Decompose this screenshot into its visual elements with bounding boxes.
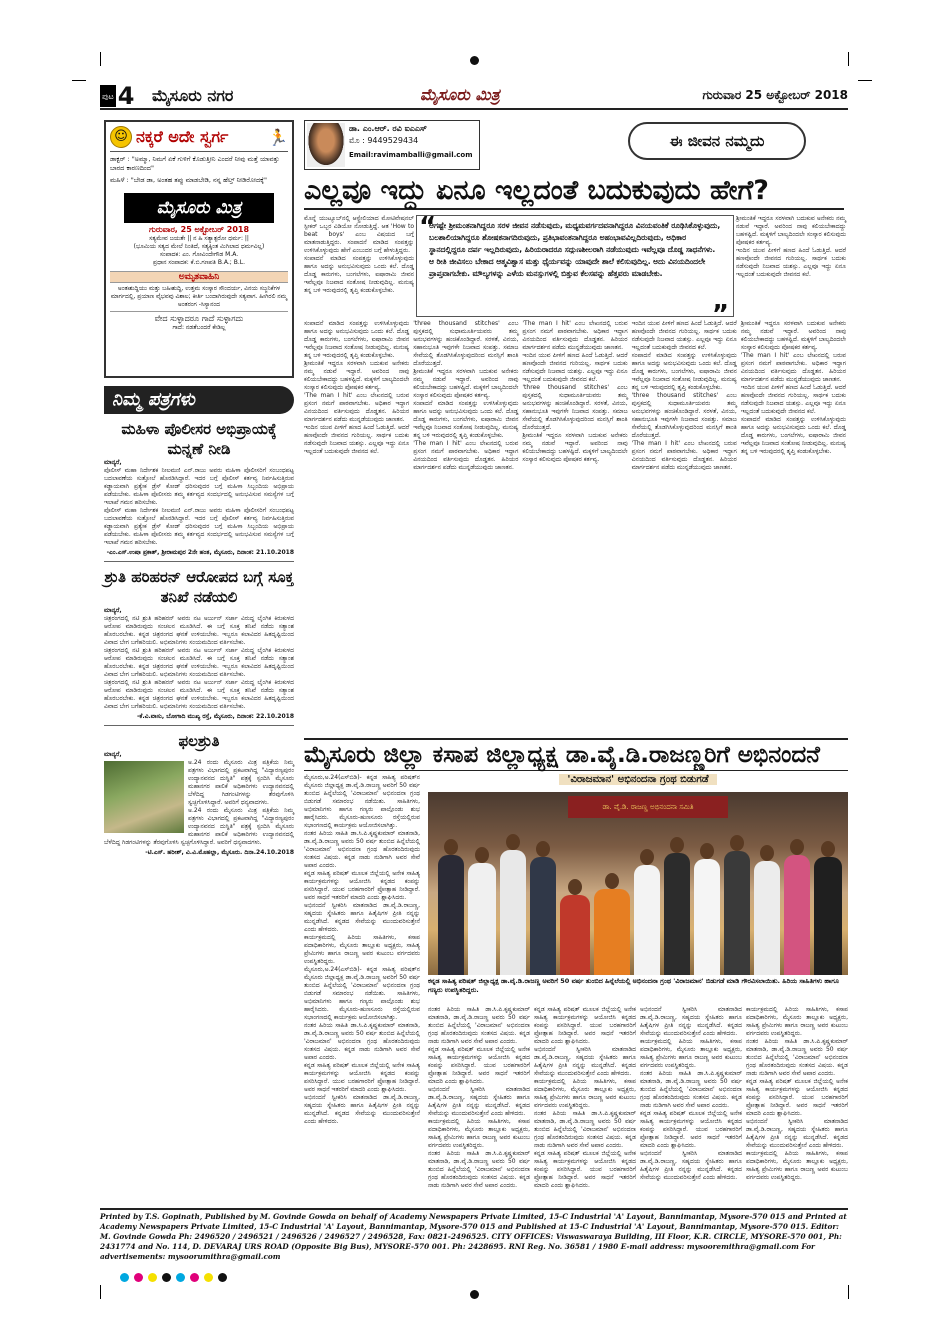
award-columns — [428, 1006, 848, 1190]
stage-banner: ಡಾ. ವೈ.ಡಿ. ರಾಜಣ್ಣ ಅಭಿನಂದನಾ ಸಮಿತಿ — [568, 796, 728, 818]
award-body: ಕನ್ನಡ ಸಾಹಿತ್ಯ ಪರಿಷತ್ ಮೂಲಕ ಜಿಲ್ಲೆಯಲ್ಲಿ ಅನೇಕ ಸಾಹಿತ್ಯ ಕಾರ್ಯಕ್ರಮಗಳನ್ನು ಆಯೋಜಿಸಿ ಕನ್ನಡದ ಕಂಪನ್ನು ಪಸರಿಸಿದ್ದಾರೆ. ಯುವ ಬರಹಗಾರರಿಗೆ ಪ್ರೋತ್ಸಾಹ ನೀಡಿದ್ದಾರೆ. ಅವರ ಸಾಧನೆ ಇತರರಿಗೆ ಮಾದರಿ ಎಂದು ಶ್ಲಾಘಿಸಿದರು. — [304, 870, 420, 901]
page-number-box — [100, 84, 150, 108]
letter-salutation: ಮಾನ್ಯರೆ, — [104, 459, 122, 466]
award-body: ನಂತರ ಹಿರಿಯ ಸಾಹಿತಿ ಡಾ.ಸಿ.ಪಿ.ಕೃಷ್ಣಕುಮಾರ್ ಮಾತನಾಡಿ, ಡಾ.ವೈ.ಡಿ.ರಾಜಣ್ಣ ಅವರು 50 ವರ್ಷ ತುಂಬಿದ ಹಿನ್ನೆಲೆಯಲ್ಲಿ 'ವಿರಾಜಮಾನ' ಅಭಿನಂದನಾ ಗ್ರಂಥ ಹೊರತಂದಿರುವುದು ಸಂತಸದ ವಿಷಯ. ಕನ್ನಡ ನಾಡು ನುಡಿಗಾಗಿ ಅವರ ಸೇವೆ ಅಪಾರ ಎಂದರು. — [640, 1070, 742, 1109]
award-body: ಕನ್ನಡ ಸಾಹಿತ್ಯ ಪರಿಷತ್ ಮೂಲಕ ಜಿಲ್ಲೆಯಲ್ಲಿ ಅನೇಕ ಸಾಹಿತ್ಯ ಕಾರ್ಯಕ್ರಮಗಳನ್ನು ಆಯೋಜಿಸಿ ಕನ್ನಡದ ಕಂಪನ್ನು ಪಸರಿಸಿದ್ದಾರೆ. ಯುವ ಬರಹಗಾರರಿಗೆ ಪ್ರೋತ್ಸಾಹ ನೀಡಿದ್ದಾರೆ. ಅವರ ಸಾಧನೆ ಇತರರಿಗೆ ಮಾದರಿ ಎಂದು ಶ್ಲಾಘಿಸಿದರು. — [428, 1046, 530, 1085]
photo-person — [500, 850, 526, 975]
award-body: ನಂತರ ಹಿರಿಯ ಸಾಹಿತಿ ಡಾ.ಸಿ.ಪಿ.ಕೃಷ್ಣಕುಮಾರ್ ಮಾತನಾಡಿ, ಡಾ.ವೈ.ಡಿ.ರಾಜಣ್ಣ ಅವರು 50 ವರ್ಷ ತುಂಬಿದ ಹಿನ್ನೆಲೆಯಲ್ಲಿ 'ವಿರಾಜಮಾನ' ಅಭಿನಂದನಾ ಗ್ರಂಥ ಹೊರತಂದಿರುವುದು ಸಂತಸದ ವಿಷಯ. ಕನ್ನಡ ನಾಡು ನುಡಿಗಾಗಿ ಅವರ ಸೇವೆ ಅಪಾರ ಎಂದರು. — [304, 1022, 420, 1061]
mysuru-mitra-logo: ಮೈಸೂರು ಮಿತ್ರ — [124, 193, 274, 223]
article-body: 'The man I hit' ಎಂಬ ಲೇಖನದಲ್ಲಿ ಬರುವ ಪ್ರಸಂಗ ನಮಗೆ ಪಾಠವಾಗಬೇಕು. ಅಧಿಕಾರ ಇದ್ದಾಗ ವಿನಯದಿಂದ ವರ್ತಿಸುವುದು ದೊಡ್ಡತನ. ಹಿರಿಯರ ಮಾರ್ಗದರ್ಶನ ಪಡೆದು ಮುನ್ನಡೆಯುವುದು ಜಾಣತನ. — [413, 440, 519, 471]
award-body: ಅಭಿನಂದನೆ ಸ್ವೀಕರಿಸಿ ಮಾತನಾಡಿದ ಡಾ.ವೈ.ಡಿ.ರಾಜಣ್ಣ, ಸಹೃದಯ ಸ್ನೇಹಿತರು ಹಾಗೂ ಹಿತೈಷಿಗಳ ಪ್ರೀತಿ ನನ್ನನ್ನು ಮುನ್ನಡೆಸಿದೆ. ಕನ್ನಡದ ಸೇವೆಯನ್ನು ಮುಂದುವರಿಸುತ್ತೇನೆ ಎಂದು ಹೇಳಿದರು. — [746, 1118, 848, 1149]
award-body: ಕಾರ್ಯಕ್ರಮದಲ್ಲಿ ಹಿರಿಯ ಸಾಹಿತಿಗಳು, ಕಸಾಪ ಪದಾಧಿಕಾರಿಗಳು, ಮೈಸೂರು ತಾಲ್ಲೂಕು ಅಧ್ಯಕ್ಷರು, ಸಾಹಿತ್ಯ ಪ್ರೇಮಿಗಳು ಹಾಗೂ ರಾಜಣ್ಣ ಅವರ ಕುಟುಂಬ ವರ್ಗದವರು ಉಪಸ್ಥಿತರಿದ್ದರು. — [304, 934, 420, 965]
crop-mark — [848, 52, 849, 66]
letter-headline: ಫಲಶ್ರುತಿ — [178, 732, 220, 750]
page-header — [100, 82, 848, 110]
photo-person — [754, 861, 780, 975]
color-swatch — [120, 1273, 129, 1282]
amrutavahini-text: ಅಂತಃಶುದ್ಧಿಯು ಮತ್ತು ಬಹಿಃಶುದ್ಧಿ, ಉತ್ತಮ ಸಂಸ್ಕಾರ ಸೌಂದರ್ಯ, ವಿನಯ ಸಜ್ಜನಿಕೆಗಳ ಮಾರ್ಗದಲ್ಲಿ, ಪ್ರಯಾಣ ವೈಭವವು ವಿಶಾಲ; ಕೀರ್ತಿ ಬಂದಾಗಿರುವುದೇ ಸತ್ಯವಾಗ. ಹೀಗಿರಲಿ ನಮ್ಮ ಅಂತರಂಗ -ಸಿಸ್ಯಾನಂದ — [110, 285, 288, 308]
newspaper-page — [100, 80, 848, 1270]
award-body: ನಂತರ ಹಿರಿಯ ಸಾಹಿತಿ ಡಾ.ಸಿ.ಪಿ.ಕೃಷ್ಣಕುಮಾರ್ ಮಾತನಾಡಿ, ಡಾ.ವೈ.ಡಿ.ರಾಜಣ್ಣ ಅವರು 50 ವರ್ಷ ತುಂಬಿದ ಹಿನ್ನೆಲೆಯಲ್ಲಿ 'ವಿರಾಜಮಾನ' ಅಭಿನಂದನಾ ಗ್ರಂಥ ಹೊರತಂದಿರುವುದು ಸಂತಸದ ವಿಷಯ. ಕನ್ನಡ ನಾಡು ನುಡಿಗಾಗಿ ಅವರ ಸೇವೆ ಅಪಾರ ಎಂದರು. — [534, 1110, 636, 1149]
award-body: ಕನ್ನಡ ಸಾಹಿತ್ಯ ಪರಿಷತ್ ಮೂಲಕ ಜಿಲ್ಲೆಯಲ್ಲಿ ಅನೇಕ ಸಾಹಿತ್ಯ ಕಾರ್ಯಕ್ರಮಗಳನ್ನು ಆಯೋಜಿಸಿ ಕನ್ನಡದ ಕಂಪನ್ನು ಪಸರಿಸಿದ್ದಾರೆ. ಯುವ ಬರಹಗಾರರಿಗೆ ಪ್ರೋತ್ಸಾಹ ನೀಡಿದ್ದಾರೆ. ಅವರ ಸಾಧನೆ ಇತರರಿಗೆ ಮಾದರಿ ಎಂದು ಶ್ಲಾಘಿಸಿದರು. — [534, 1150, 636, 1189]
page-number: 4 — [117, 82, 135, 110]
column-series-title: ಈ ಜೀವನ ನಮ್ಮದು — [628, 122, 806, 160]
joke-title: ನಕ್ಕರೆ ಅದೇ ಸ್ವರ್ಗ — [136, 127, 229, 146]
award-body: ಕಾರ್ಯಕ್ರಮದಲ್ಲಿ ಹಿರಿಯ ಸಾಹಿತಿಗಳು, ಕಸಾಪ ಪದಾಧಿಕಾರಿಗಳು, ಮೈಸೂರು ತಾಲ್ಲೂಕು ಅಧ್ಯಕ್ಷರು, ಸಾಹಿತ್ಯ ಪ್ರೇಮಿಗಳು ಹಾಗೂ ರಾಜಣ್ಣ ಅವರ ಕುಟುಂಬ ವರ್ಗದವರು ಉಪಸ್ಥಿತರಿದ್ದರು. — [640, 1038, 742, 1069]
color-bar — [120, 1273, 227, 1282]
article-body: ಇಂದಿನ ಯುವ ಪೀಳಿಗೆ ಹಣದ ಹಿಂದೆ ಓಡುತ್ತಿದೆ. ಆದರೆ ಹಣವೊಂದೇ ಜೀವನದ ಗುರಿಯಲ್ಲ. ಸಾರ್ಥಕ ಬದುಕು ನಡೆಸುವುದೇ ನಿಜವಾದ ಯಶಸ್ಸು. ಎಲ್ಲವೂ ಇದ್ದು ಏನೂ ಇಲ್ಲದಂತೆ ಬದುಕುವುದೇ ಜೀವನದ ಕಲೆ. — [740, 384, 847, 415]
park-photo — [104, 761, 184, 833]
photo-person — [594, 889, 630, 975]
photo-person — [664, 853, 690, 975]
letter-salutation: ಮಾನ್ಯರೆ, — [104, 751, 122, 758]
photo-caption: ಕನ್ನಡ ಸಾಹಿತ್ಯ ಪರಿಷತ್ ಜಿಲ್ಲಾಧ್ಯಕ್ಷ ಡಾ.ವೈ.ಡಿ.ರಾಜಣ್ಣ ಅವರಿಗೆ 50 ವರ್ಷ ತುಂಬಿದ ಹಿನ್ನೆಲೆಯಲ್ಲಿ ಅಭಿನಂದನಾ ಗ್ರಂಥ 'ವಿರಾಜಮಾನ' ಬಿಡುಗಡೆ ಮಾಡಿ ಗೌರವಿಸಲಾಯಿತು. ಹಿರಿಯ ಸಾಹಿತಿಗಳು ಹಾಗೂ ಗಣ್ಯರು ಉಪಸ್ಥಿತರಿದ್ದರು. — [428, 977, 839, 994]
header-date: ಗುರುವಾರ 25 ಅಕ್ಟೋಬರ್ 2018 — [702, 88, 848, 102]
award-body: ಕನ್ನಡ ಸಾಹಿತ್ಯ ಪರಿಷತ್ ಮೂಲಕ ಜಿಲ್ಲೆಯಲ್ಲಿ ಅನೇಕ ಸಾಹಿತ್ಯ ಕಾರ್ಯಕ್ರಮಗಳನ್ನು ಆಯೋಜಿಸಿ ಕನ್ನಡದ ಕಂಪನ್ನು ಪಸರಿಸಿದ್ದಾರೆ. ಯುವ ಬರಹಗಾರರಿಗೆ ಪ್ರೋತ್ಸಾಹ ನೀಡಿದ್ದಾರೆ. ಅವರ ಸಾಧನೆ ಇತರರಿಗೆ ಮಾದರಿ ಎಂದು ಶ್ಲಾಘಿಸಿದರು. — [640, 1110, 742, 1149]
article-body: ಇಂದಿನ ಯುವ ಪೀಳಿಗೆ ಹಣದ ಹಿಂದೆ ಓಡುತ್ತಿದೆ. ಆದರೆ ಹಣವೊಂದೇ ಜೀವನದ ಗುರಿಯಲ್ಲ. ಸಾರ್ಥಕ ಬದುಕು ನಡೆಸುವುದೇ ನಿಜವಾದ ಯಶಸ್ಸು. ಎಲ್ಲವೂ ಇದ್ದು ಏನೂ ಇಲ್ಲದಂತೆ ಬದುಕುವುದೇ ಜೀವನದ ಕಲೆ. — [631, 320, 737, 351]
award-body: ಅಭಿನಂದನೆ ಸ್ವೀಕರಿಸಿ ಮಾತನಾಡಿದ ಡಾ.ವೈ.ಡಿ.ರಾಜಣ್ಣ, ಸಹೃದಯ ಸ್ನೇಹಿತರು ಹಾಗೂ ಹಿತೈಷಿಗಳ ಪ್ರೀತಿ ನನ್ನನ್ನು ಮುನ್ನಡೆಸಿದೆ. ಕನ್ನಡದ ಸೇವೆಯನ್ನು ಮುಂದುವರಿಸುತ್ತೇನೆ ಎಂದು ಹೇಳಿದರು. — [640, 1006, 742, 1037]
proverb-title: ವೇದ ಸುಳ್ಳಾದರೂ ಗಾದೆ ಸುಳ್ಳಾಗದು — [110, 311, 288, 324]
proverb-text: ಗಾದೆ: ನಡತೆಬಂದರೆ ಕೇಡಿಲ್ಲ — [172, 324, 226, 331]
masthead-logo: ಮೈಸೂರು ಮಿತ್ರ — [420, 85, 500, 104]
section-title: ಮೈಸೂರು ನಗರ — [152, 86, 234, 105]
letter-signature: -ಟಿ.ಎಸ್. ಹರೀಶ್, ವಿ.ವಿ.ಮೊಹಲ್ಲಾ, ಮೈಸೂರು. ದಿನಾ.24.10.2018 — [145, 849, 294, 856]
award-body: ಅಭಿನಂದನೆ ಸ್ವೀಕರಿಸಿ ಮಾತನಾಡಿದ ಡಾ.ವೈ.ಡಿ.ರಾಜಣ್ಣ, ಸಹೃದಯ ಸ್ನೇಹಿತರು ಹಾಗೂ ಹಿತೈಷಿಗಳ ಪ್ರೀತಿ ನನ್ನನ್ನು ಮುನ್ನಡೆಸಿದೆ. ಕನ್ನಡದ ಸೇವೆಯನ್ನು ಮುಂದುವರಿಸುತ್ತೇನೆ ಎಂದು ಹೇಳಿದರು. — [304, 1094, 420, 1125]
joke-line: ಮಹಿಳೆ : "ಬೇಡ ಡಾ, ಅಂತಹ ತಪ್ಪು ಮಾಡಬೇಡಿ, ನನ್ನ ಹೆಲ್ತ್ ನೀಡಿರೋದಕ್ಕೆ" — [110, 176, 267, 184]
joke-header — [110, 126, 288, 152]
article-body: ಸಂಪಾದನೆ ಮಾಡಿದ ಸಂಪತ್ತನ್ನು ಉಳಿಸಿಕೊಳ್ಳುವುದು ಹಾಗೂ ಅದನ್ನು ಅನುಭವಿಸುವುದು ಒಂದು ಕಲೆ. ದೊಡ್ಡ ದೊಡ್ಡ ಕಾರುಗಳು, ಬಂಗಲೆಗಳು, ಐಷಾರಾಮಿ ಜೀವನ ಇವೆಲ್ಲವೂ ನಿಜವಾದ ಸಂತೋಷ ನೀಡುವುದಿಲ್ಲ. ಮನುಷ್ಯ ತನ್ನ ಬಳಿ ಇರುವುದರಲ್ಲಿ ತೃಪ್ತಿ ಕಂಡುಕೊಳ್ಳಬೇಕು. — [304, 320, 410, 359]
color-swatch — [176, 1273, 185, 1282]
column-headline: ಎಲ್ಲವೂ ಇದ್ದು ಏನೂ ಇಲ್ಲದಂತೆ ಬದುಕುವುದು ಹೇಗೆ? — [304, 176, 844, 210]
article-body: 'The man I hit' ಎಂಬ ಲೇಖನದಲ್ಲಿ ಬರುವ ಪ್ರಸಂಗ ನಮಗೆ ಪಾಠವಾಗಬೇಕು. ಅಧಿಕಾರ ಇದ್ದಾಗ ವಿನಯದಿಂದ ವರ್ತಿಸುವುದು ದೊಡ್ಡತನ. ಹಿರಿಯರ ಮಾರ್ಗದರ್ಶನ ಪಡೆದು ಮುನ್ನಡೆಯುವುದು ಜಾಣತನ. — [740, 352, 847, 383]
photo-person — [634, 865, 660, 975]
award-body: ಕಾರ್ಯಕ್ರಮದಲ್ಲಿ ಹಿರಿಯ ಸಾಹಿತಿಗಳು, ಕಸಾಪ ಪದಾಧಿಕಾರಿಗಳು, ಮೈಸೂರು ತಾಲ್ಲೂಕು ಅಧ್ಯಕ್ಷರು, ಸಾಹಿತ್ಯ ಪ್ರೇಮಿಗಳು ಹಾಗೂ ರಾಜಣ್ಣ ಅವರ ಕುಟುಂಬ ವರ್ಗದವರು ಉಪಸ್ಥಿತರಿದ್ದರು. — [428, 1118, 530, 1149]
article-column — [736, 215, 846, 279]
photo-person — [724, 851, 750, 975]
letter-body: ಚಿತ್ರರಂಗದಲ್ಲಿ ನಟಿ ಶ್ರುತಿ ಹರಿಹರನ್ ಅವರು ನಟ ಅರ್ಜುನ್ ಸರ್ಜಾ ವಿರುದ್ಧ ಲೈಂಗಿಕ ಕಿರುಕುಳದ ಆರೋಪ ಮಾಡಿರುವುದು ಸಂಚಲನ ಮೂಡಿಸಿದೆ. ಈ ಬಗ್ಗೆ ಸೂಕ್ತ ತನಿಖೆ ನಡೆದು ಸತ್ಯಾಂಶ ಹೊರಬರಬೇಕು. ಕನ್ನಡ ಚಿತ್ರರಂಗದ ಘನತೆ ಉಳಿಯಬೇಕು. ಇಬ್ಬರೂ ಕಲಾವಿದರ ಹಿತದೃಷ್ಟಿಯಿಂದ ವಿವಾದ ಬೇಗ ಬಗೆಹರಿಯಲಿ. ಅಭಿಮಾನಿಗಳು ಸಂಯಮದಿಂದ ವರ್ತಿಸಬೇಕು. — [104, 615, 294, 646]
print-imprint: Printed by T.S. Gopinath, Published by M. Govinde Gowda on behalf of Academy Newspapers Private Limited, 15-C Industrial 'A' Layout, Bannimantap, Mysore-570 015 and Printed at Academy Newspapers Private Limited, 15-C Industrial 'A' Layout, Bannimantap, Mysore-570 015 and Published at 15-C Industrial 'A' Layout, Bannimantap, Mysore-570 015. Editor: M. Govinde Gowda Ph: 2496520 / 2496521 / 2496526 / 2496527 / 2496528, Fax: 0821-2496525. CITY OFFICES: Viswaswaraya Building, III Floor, K.R. CIRCLE, MYSORE-570 001, Ph: 2431774 and No. 114, D. DEVARAJ URS ROAD (Opposite Big Bus), MYSORE-570 001. Ph: 2428695. RNI Reg. No. 36581 / 1980 E-mail address: mysooremithra@gmail.com For advertisements: mysoorumithra@gmail.com — [100, 1208, 848, 1262]
author-photo — [307, 123, 345, 167]
issue-date: ಗುರುವಾರ, 25 ಅಕ್ಟೋಬರ್ 2018 — [148, 225, 250, 234]
joke-line: ಡಾಕ್ಟರ್ : "ಅಮ್ಮಾ, ನಿಮಗೆ ಏಕೆ ಗುಳಿಗೆ ಕೊಡುತ್ತೀನಿ ಎಂದರೆ ನೀವು ಮತ್ತೆ ಯಾವತ್ತು ಬಾರದ ಕಾರಣದಿಂದ" — [110, 155, 280, 172]
award-column — [746, 1006, 848, 1190]
letters-section-title: ನಿಮ್ಮ ಪತ್ರಗಳು — [104, 386, 294, 414]
photo-person — [694, 859, 720, 975]
award-body: ಮೈಸೂರು,ಅ.24(ಎಸ್‌ಬಿಡಿ)- ಕನ್ನಡ ಸಾಹಿತ್ಯ ಪರಿಷತ್‌ನ ಮೈಸೂರು ಜಿಲ್ಲಾಧ್ಯಕ್ಷ ಡಾ.ವೈ.ಡಿ.ರಾಜಣ್ಣ ಅವರಿಗೆ 50 ವರ್ಷ ತುಂಬಿದ ಹಿನ್ನೆಲೆಯಲ್ಲಿ 'ವಿರಾಜಮಾನ' ಅಭಿನಂದನಾ ಗ್ರಂಥ ಬಿಡುಗಡೆ ಸಮಾರಂಭ ನಡೆಯಿತು. ಸಾಹಿತಿಗಳು, ಅಭಿಮಾನಿಗಳು ಹಾಗೂ ಗಣ್ಯರು ಪಾಲ್ಗೊಂಡು ಶುಭ ಹಾರೈಸಿದರು. ಮೈಸೂರು-ಹುಣಸೂರು ರಸ್ತೆಯಲ್ಲಿರುವ ಸಭಾಂಗಣದಲ್ಲಿ ಕಾರ್ಯಕ್ರಮ ಆಯೋಜಿಸಲಾಗಿತ್ತು. — [304, 774, 420, 829]
award-body: ಅಭಿನಂದನೆ ಸ್ವೀಕರಿಸಿ ಮಾತನಾಡಿದ ಡಾ.ವೈ.ಡಿ.ರಾಜಣ್ಣ, ಸಹೃದಯ ಸ್ನೇಹಿತರು ಹಾಗೂ ಹಿತೈಷಿಗಳ ಪ್ರೀತಿ ನನ್ನನ್ನು ಮುನ್ನಡೆಸಿದೆ. ಕನ್ನಡದ ಸೇವೆಯನ್ನು ಮುಂದುವರಿಸುತ್ತೇನೆ ಎಂದು ಹೇಳಿದರು. — [640, 1150, 742, 1181]
letter-body: ಚಿತ್ರರಂಗದಲ್ಲಿ ನಟಿ ಶ್ರುತಿ ಹರಿಹರನ್ ಅವರು ನಟ ಅರ್ಜುನ್ ಸರ್ಜಾ ವಿರುದ್ಧ ಲೈಂಗಿಕ ಕಿರುಕುಳದ ಆರೋಪ ಮಾಡಿರುವುದು ಸಂಚಲನ ಮೂಡಿಸಿದೆ. ಈ ಬಗ್ಗೆ ಸೂಕ್ತ ತನಿಖೆ ನಡೆದು ಸತ್ಯಾಂಶ ಹೊರಬರಬೇಕು. ಕನ್ನಡ ಚಿತ್ರರಂಗದ ಘನತೆ ಉಳಿಯಬೇಕು. ಇಬ್ಬರೂ ಕಲಾವಿದರ ಹಿತದೃಷ್ಟಿಯಿಂದ ವಿವಾದ ಬೇಗ ಬಗೆಹರಿಯಲಿ. ಅಭಿಮಾನಿಗಳು ಸಂಯಮದಿಂದ ವರ್ತಿಸಬೇಕು. — [104, 679, 294, 710]
article-body: ಶ್ರೀಮಂತಿಕೆ ಇದ್ದರೂ ಸರಳವಾಗಿ ಬದುಕುವ ಅನೇಕರು ನಮ್ಮ ನಡುವೆ ಇದ್ದಾರೆ. ಅವರಿಂದ ನಾವು ಕಲಿಯಬೇಕಾದದ್ದು ಬಹಳಷ್ಟಿದೆ. ಮಕ್ಕಳಿಗೆ ಬಾಲ್ಯದಿಂದಲೇ ಸಂಸ್ಕಾರ ಕಲಿಸುವುದು ಪೋಷಕರ ಕರ್ತವ್ಯ. — [413, 368, 519, 399]
article-body: ಸಂಪಾದನೆ ಮಾಡಿದ ಸಂಪತ್ತನ್ನು ಉಳಿಸಿಕೊಳ್ಳುವುದು ಹಾಗೂ ಅದನ್ನು ಅನುಭವಿಸುವುದು ಒಂದು ಕಲೆ. ದೊಡ್ಡ ದೊಡ್ಡ ಕಾರುಗಳು, ಬಂಗಲೆಗಳು, ಐಷಾರಾಮಿ ಜೀವನ ಇವೆಲ್ಲವೂ ನಿಜವಾದ ಸಂತೋಷ ನೀಡುವುದಿಲ್ಲ. ಮನುಷ್ಯ ತನ್ನ ಬಳಿ ಇರುವುದರಲ್ಲಿ ತೃಪ್ತಿ ಕಂಡುಕೊಳ್ಳಬೇಕು. — [304, 255, 414, 294]
article-body: ಸಂಪಾದನೆ ಮಾಡಿದ ಸಂಪತ್ತನ್ನು ಉಳಿಸಿಕೊಳ್ಳುವುದು ಹಾಗೂ ಅದನ್ನು ಅನುಭವಿಸುವುದು ಒಂದು ಕಲೆ. ದೊಡ್ಡ ದೊಡ್ಡ ಕಾರುಗಳು, ಬಂಗಲೆಗಳು, ಐಷಾರಾಮಿ ಜೀವನ ಇವೆಲ್ಲವೂ ನಿಜವಾದ ಸಂತೋಷ ನೀಡುವುದಿಲ್ಲ. ಮನುಷ್ಯ ತನ್ನ ಬಳಿ ಇರುವುದರಲ್ಲಿ ತೃಪ್ತಿ ಕಂಡುಕೊಳ್ಳಬೇಕು. — [413, 400, 519, 439]
article-columns — [304, 320, 846, 472]
color-swatch — [218, 1273, 227, 1282]
article-body: ಇಂದಿನ ಯುವ ಪೀಳಿಗೆ ಹಣದ ಹಿಂದೆ ಓಡುತ್ತಿದೆ. ಆದರೆ ಹಣವೊಂದೇ ಜೀವನದ ಗುರಿಯಲ್ಲ. ಸಾರ್ಥಕ ಬದುಕು ನಡೆಸುವುದೇ ನಿಜವಾದ ಯಶಸ್ಸು. ಎಲ್ಲವೂ ಇದ್ದು ಏನೂ ಇಲ್ಲದಂತೆ ಬದುಕುವುದೇ ಜೀವನದ ಕಲೆ. — [304, 424, 410, 455]
award-column — [640, 1006, 742, 1190]
award-body: ನಂತರ ಹಿರಿಯ ಸಾಹಿತಿ ಡಾ.ಸಿ.ಪಿ.ಕೃಷ್ಣಕುಮಾರ್ ಮಾತನಾಡಿ, ಡಾ.ವೈ.ಡಿ.ರಾಜಣ್ಣ ಅವರು 50 ವರ್ಷ ತುಂಬಿದ ಹಿನ್ನೆಲೆಯಲ್ಲಿ 'ವಿರಾಜಮಾನ' ಅಭಿನಂದನಾ ಗ್ರಂಥ ಹೊರತಂದಿರುವುದು ಸಂತಸದ ವಿಷಯ. ಕನ್ನಡ ನಾಡು ನುಡಿಗಾಗಿ ಅವರ ಸೇವೆ ಅಪಾರ ಎಂದರು. — [428, 1006, 530, 1045]
page-word: ಪುಟ — [100, 85, 116, 107]
award-headline: ಮೈಸೂರು ಜಿಲ್ಲಾ ಕಸಾಪ ಜಿಲ್ಲಾಧ್ಯಕ್ಷ ಡಾ.ವೈ.ಡಿ.ರಾಜಣ್ಣರಿಗೆ ಅಭಿನಂದನೆ — [304, 738, 848, 771]
award-ceremony-photo — [428, 792, 848, 975]
award-body: ಅಭಿನಂದನೆ ಸ್ವೀಕರಿಸಿ ಮಾತನಾಡಿದ ಡಾ.ವೈ.ಡಿ.ರಾಜಣ್ಣ, ಸಹೃದಯ ಸ್ನೇಹಿತರು ಹಾಗೂ ಹಿತೈಷಿಗಳ ಪ್ರೀತಿ ನನ್ನನ್ನು ಮುನ್ನಡೆಸಿದೆ. ಕನ್ನಡದ ಸೇವೆಯನ್ನು ಮುಂದುವರಿಸುತ್ತೇನೆ ಎಂದು ಹೇಳಿದರು. — [304, 902, 420, 933]
letter-body: ಪೊಲೀಸ್ ಮಹಾ ನಿರ್ದೇಶಕ ನೀಲಮಣಿ ಎನ್.ರಾಜು ಅವರು ಮಹಿಳಾ ಪೊಲೀಸರಿಗೆ ಸಂಬಂಧಪಟ್ಟ ಬದಲಾವಣೆಯ ಸುತ್ತೋಲೆ ಹೊರಡಿಸಿದ್ದಾರೆ. ಇದರ ಬಗ್ಗೆ ಪೊಲೀಸ್ ಕರ್ತವ್ಯ ನಿರ್ವಹಿಸುತ್ತಿರುವ ಕಡ್ಡಾಯವಾಗಿ ಪ್ರತ್ಯೇಕ ಡ್ರೆಸ್ ಕೋಡ್ ಧರಿಸುವುದರ ಬಗ್ಗೆ ಮಹಿಳಾ ಸಿಬ್ಬಂದಿಯ ಅಭಿಪ್ರಾಯ ಪಡೆಯಬೇಕು. ಮಹಿಳಾ ಪೊಲೀಸರು ತಮ್ಮ ಕರ್ತವ್ಯದ ಸಂದರ್ಭದಲ್ಲಿ ಅನುಭವಿಸುವ ಸಮಸ್ಯೆಗಳ ಬಗ್ಗೆ ಇಲಾಖೆ ಗಮನ ಹರಿಸಬೇಕು. — [104, 467, 294, 506]
award-body: ಕಾರ್ಯಕ್ರಮದಲ್ಲಿ ಹಿರಿಯ ಸಾಹಿತಿಗಳು, ಕಸಾಪ ಪದಾಧಿಕಾರಿಗಳು, ಮೈಸೂರು ತಾಲ್ಲೂಕು ಅಧ್ಯಕ್ಷರು, ಸಾಹಿತ್ಯ ಪ್ರೇಮಿಗಳು ಹಾಗೂ ರಾಜಣ್ಣ ಅವರ ಕುಟುಂಬ ವರ್ಗದವರು ಉಪಸ್ಥಿತರಿದ್ದರು. — [746, 1006, 848, 1037]
article-body: ಶ್ರೀಮಂತಿಕೆ ಇದ್ದರೂ ಸರಳವಾಗಿ ಬದುಕುವ ಅನೇಕರು ನಮ್ಮ ನಡುವೆ ಇದ್ದಾರೆ. ಅವರಿಂದ ನಾವು ಕಲಿಯಬೇಕಾದದ್ದು ಬಹಳಷ್ಟಿದೆ. ಮಕ್ಕಳಿಗೆ ಬಾಲ್ಯದಿಂದಲೇ ಸಂಸ್ಕಾರ ಕಲಿಸುವುದು ಪೋಷಕರ ಕರ್ತವ್ಯ. — [522, 432, 628, 463]
letter-headline: ಶ್ರುತಿ ಹರಿಹರನ್ ಆರೋಪದ ಬಗ್ಗೆ ಸೂಕ್ತ ತನಿಖೆ ನಡೆಯಲಿ — [104, 568, 294, 606]
article-body: 'The man I hit' ಎಂಬ ಲೇಖನದಲ್ಲಿ ಬರುವ ಪ್ರಸಂಗ ನಮಗೆ ಪಾಠವಾಗಬೇಕು. ಅಧಿಕಾರ ಇದ್ದಾಗ ವಿನಯದಿಂದ ವರ್ತಿಸುವುದು ದೊಡ್ಡತನ. ಹಿರಿಯರ ಮಾರ್ಗದರ್ಶನ ಪಡೆದು ಮುನ್ನಡೆಯುವುದು ಜಾಣತನ. — [304, 392, 410, 423]
photo-person — [468, 863, 496, 975]
color-swatch — [148, 1273, 157, 1282]
color-swatch — [162, 1273, 171, 1282]
article-body: ಸಂಪಾದನೆ ಮಾಡಿದ ಸಂಪತ್ತನ್ನು ಉಳಿಸಿಕೊಳ್ಳುವುದು ಹಾಗೂ ಅದನ್ನು ಅನುಭವಿಸುವುದು ಒಂದು ಕಲೆ. ದೊಡ್ಡ ದೊಡ್ಡ ಕಾರುಗಳು, ಬಂಗಲೆಗಳು, ಐಷಾರಾಮಿ ಜೀವನ ಇವೆಲ್ಲವೂ ನಿಜವಾದ ಸಂತೋಷ ನೀಡುವುದಿಲ್ಲ. ಮನುಷ್ಯ ತನ್ನ ಬಳಿ ಇರುವುದರಲ್ಲಿ ತೃಪ್ತಿ ಕಂಡುಕೊಳ್ಳಬೇಕು. — [740, 416, 847, 455]
letter-body-wrap — [104, 759, 294, 847]
registration-dot — [470, 56, 479, 65]
joke-box — [104, 120, 294, 378]
crop-mark — [100, 52, 101, 66]
color-swatch — [204, 1273, 213, 1282]
photo-person — [530, 857, 556, 975]
award-subhead-text: 'ವಿರಾಜಮಾನ' ಅಭಿನಂದನಾ ಗ್ರಂಥ ಬಿಡುಗಡೆ — [559, 774, 716, 785]
divider — [104, 561, 294, 562]
letter-salutation: ಮಾನ್ಯರೆ, — [104, 607, 122, 614]
award-column — [534, 1006, 636, 1190]
photo-person — [814, 857, 842, 975]
open-quote-icon: “ — [419, 212, 437, 242]
article-body: ಶ್ರೀಮಂತಿಕೆ ಇದ್ದರೂ ಸರಳವಾಗಿ ಬದುಕುವ ಅನೇಕರು ನಮ್ಮ ನಡುವೆ ಇದ್ದಾರೆ. ಅವರಿಂದ ನಾವು ಕಲಿಯಬೇಕಾದದ್ದು ಬಹಳಷ್ಟಿದೆ. ಮಕ್ಕಳಿಗೆ ಬಾಲ್ಯದಿಂದಲೇ ಸಂಸ್ಕಾರ ಕಲಿಸುವುದು ಪೋಷಕರ ಕರ್ತವ್ಯ. — [740, 320, 847, 351]
article-body: 'three thousand stitches' ಎಂಬ ಪುಸ್ತಕದಲ್ಲಿ ಸುಧಾಮೂರ್ತಿಯವರು ತಮ್ಮ ಅನುಭವಗಳನ್ನು ಹಂಚಿಕೊಂಡಿದ್ದಾರೆ. ಸರಳತೆ, ವಿನಯ, ಸಹಾನುಭೂತಿ ಇವುಗಳೇ ನಿಜವಾದ ಸಂಪತ್ತು. ಸಮಾಜ ಸೇವೆಯಲ್ಲಿ ತೊಡಗಿಸಿಕೊಳ್ಳುವುದರಿಂದ ಮನಸ್ಸಿಗೆ ಶಾಂತಿ ದೊರೆಯುತ್ತದೆ. — [631, 392, 737, 439]
left-column — [104, 120, 294, 857]
laughing-face-icon: ☺ — [110, 126, 132, 148]
award-body: ಕನ್ನಡ ಸಾಹಿತ್ಯ ಪರಿಷತ್ ಮೂಲಕ ಜಿಲ್ಲೆಯಲ್ಲಿ ಅನೇಕ ಸಾಹಿತ್ಯ ಕಾರ್ಯಕ್ರಮಗಳನ್ನು ಆಯೋಜಿಸಿ ಕನ್ನಡದ ಕಂಪನ್ನು ಪಸರಿಸಿದ್ದಾರೆ. ಯುವ ಬರಹಗಾರರಿಗೆ ಪ್ರೋತ್ಸಾಹ ನೀಡಿದ್ದಾರೆ. ಅವರ ಸಾಧನೆ ಇತರರಿಗೆ ಮಾದರಿ ಎಂದು ಶ್ಲಾಘಿಸಿದರು. — [534, 1006, 636, 1045]
letter-body: ಅ.24 ರಂದು ಮೈಸೂರು ಮಿತ್ರ ಪತ್ರಿಕೆಯ ನಿಮ್ಮ ಪತ್ರಗಳು ವಿಭಾಗದಲ್ಲಿ ಪ್ರಕಟವಾಗಿದ್ದ "ವಿದ್ಯಾರಣ್ಯಪುರಂ ಉದ್ಯಾನವನದ ದುಸ್ಥಿತಿ" ಪತ್ರಕ್ಕೆ ಸ್ಪಂದಿಸಿ ಮೈಸೂರು ಮಹಾನಗರ ಪಾಲಿಕೆ ಅಧಿಕಾರಿಗಳು ಉದ್ಯಾನವನದಲ್ಲಿ ಬೆಳೆದಿದ್ದ ಗಿಡಗಂಟಿಗಳನ್ನು ತೆರವುಗೊಳಿಸಿ ಸ್ವಚ್ಛಗೊಳಿಸಿದ್ದಾರೆ. ಅವರಿಗೆ ಧನ್ಯವಾದಗಳು. — [104, 807, 294, 846]
motto: ಸತ್ಯಮೇವ ಜಯತೇ || ನ ಹಿ ಸತ್ಯಾತ್ಪರೋ ಧರ್ಮ: || — [149, 235, 249, 242]
article-body: ಸಂಪಾದನೆ ಮಾಡಿದ ಸಂಪತ್ತನ್ನು ಉಳಿಸಿಕೊಳ್ಳುವುದು ಹಾಗೂ ಅದನ್ನು ಅನುಭವಿಸುವುದು ಒಂದು ಕಲೆ. ದೊಡ್ಡ ದೊಡ್ಡ ಕಾರುಗಳು, ಬಂಗಲೆಗಳು, ಐಷಾರಾಮಿ ಜೀವನ ಇವೆಲ್ಲವೂ ನಿಜವಾದ ಸಂತೋಷ ನೀಡುವುದಿಲ್ಲ. ಮನುಷ್ಯ ತನ್ನ ಬಳಿ ಇರುವುದರಲ್ಲಿ ತೃಪ್ತಿ ಕಂಡುಕೊಳ್ಳಬೇಕು. — [631, 352, 737, 391]
author-name: ಡಾ. ಎಂ.ಆರ್. ರವಿ ಐಎಎಸ್ — [349, 124, 427, 133]
registration-dot — [470, 1290, 479, 1299]
article-body: ಇಂದಿನ ಯುವ ಪೀಳಿಗೆ ಹಣದ ಹಿಂದೆ ಓಡುತ್ತಿದೆ. ಆದರೆ ಹಣವೊಂದೇ ಜೀವನದ ಗುರಿಯಲ್ಲ. ಸಾರ್ಥಕ ಬದುಕು ನಡೆಸುವುದೇ ನಿಜವಾದ ಯಶಸ್ಸು. ಎಲ್ಲವೂ ಇದ್ದು ಏನೂ ಇಲ್ಲದಂತೆ ಬದುಕುವುದೇ ಜೀವನದ ಕಲೆ. — [736, 247, 846, 278]
divider — [104, 725, 294, 726]
crop-mark — [848, 1285, 849, 1299]
article-body: ಶ್ರೀಮಂತಿಕೆ ಇದ್ದರೂ ಸರಳವಾಗಿ ಬದುಕುವ ಅನೇಕರು ನಮ್ಮ ನಡುವೆ ಇದ್ದಾರೆ. ಅವರಿಂದ ನಾವು ಕಲಿಯಬೇಕಾದದ್ದು ಬಹಳಷ್ಟಿದೆ. ಮಕ್ಕಳಿಗೆ ಬಾಲ್ಯದಿಂದಲೇ ಸಂಸ್ಕಾರ ಕಲಿಸುವುದು ಪೋಷಕರ ಕರ್ತವ್ಯ. — [736, 215, 846, 246]
award-column — [428, 1006, 530, 1190]
article-body: 'The man I hit' ಎಂಬ ಲೇಖನದಲ್ಲಿ ಬರುವ ಪ್ರಸಂಗ ನಮಗೆ ಪಾಠವಾಗಬೇಕು. ಅಧಿಕಾರ ಇದ್ದಾಗ ವಿನಯದಿಂದ ವರ್ತಿಸುವುದು ದೊಡ್ಡತನ. ಹಿರಿಯರ ಮಾರ್ಗದರ್ಶನ ಪಡೆದು ಮುನ್ನಡೆಯುವುದು ಜಾಣತನ. — [522, 320, 628, 351]
letter-headline: ಮಹಿಳಾ ಪೊಲೀಸರ ಅಭಿಪ್ರಾಯಕ್ಕೆ ಮನ್ನಣೆ ನೀಡಿ — [121, 420, 277, 458]
photo-person — [560, 895, 590, 975]
award-left-column — [304, 774, 420, 1126]
award-subhead — [428, 774, 848, 790]
letter-body: ಪೊಲೀಸ್ ಮಹಾ ನಿರ್ದೇಶಕ ನೀಲಮಣಿ ಎನ್.ರಾಜು ಅವರು ಮಹಿಳಾ ಪೊಲೀಸರಿಗೆ ಸಂಬಂಧಪಟ್ಟ ಬದಲಾವಣೆಯ ಸುತ್ತೋಲೆ ಹೊರಡಿಸಿದ್ದಾರೆ. ಇದರ ಬಗ್ಗೆ ಪೊಲೀಸ್ ಕರ್ತವ್ಯ ನಿರ್ವಹಿಸುತ್ತಿರುವ ಕಡ್ಡಾಯವಾಗಿ ಪ್ರತ್ಯೇಕ ಡ್ರೆಸ್ ಕೋಡ್ ಧರಿಸುವುದರ ಬಗ್ಗೆ ಮಹಿಳಾ ಸಿಬ್ಬಂದಿಯ ಅಭಿಪ್ರಾಯ ಪಡೆಯಬೇಕು. ಮಹಿಳಾ ಪೊಲೀಸರು ತಮ್ಮ ಕರ್ತವ್ಯದ ಸಂದರ್ಭದಲ್ಲಿ ಅನುಭವಿಸುವ ಸಮಸ್ಯೆಗಳ ಬಗ್ಗೆ ಇಲಾಖೆ ಗಮನ ಹರಿಸಬೇಕು. — [104, 507, 294, 546]
article-body: ಇಂದಿನ ಯುವ ಪೀಳಿಗೆ ಹಣದ ಹಿಂದೆ ಓಡುತ್ತಿದೆ. ಆದರೆ ಹಣವೊಂದೇ ಜೀವನದ ಗುರಿಯಲ್ಲ. ಸಾರ್ಥಕ ಬದುಕು ನಡೆಸುವುದೇ ನಿಜವಾದ ಯಶಸ್ಸು. ಎಲ್ಲವೂ ಇದ್ದು ಏನೂ ಇಲ್ಲದಂತೆ ಬದುಕುವುದೇ ಜೀವನದ ಕಲೆ. — [522, 352, 628, 383]
award-body: ಕನ್ನಡ ಸಾಹಿತ್ಯ ಪರಿಷತ್ ಮೂಲಕ ಜಿಲ್ಲೆಯಲ್ಲಿ ಅನೇಕ ಸಾಹಿತ್ಯ ಕಾರ್ಯಕ್ರಮಗಳನ್ನು ಆಯೋಜಿಸಿ ಕನ್ನಡದ ಕಂಪನ್ನು ಪಸರಿಸಿದ್ದಾರೆ. ಯುವ ಬರಹಗಾರರಿಗೆ ಪ್ರೋತ್ಸಾಹ ನೀಡಿದ್ದಾರೆ. ಅವರ ಸಾಧನೆ ಇತರರಿಗೆ ಮಾದರಿ ಎಂದು ಶ್ಲಾಘಿಸಿದರು. — [304, 1062, 420, 1093]
award-body: ಮೈಸೂರು,ಅ.24(ಎಸ್‌ಬಿಡಿ)- ಕನ್ನಡ ಸಾಹಿತ್ಯ ಪರಿಷತ್‌ನ ಮೈಸೂರು ಜಿಲ್ಲಾಧ್ಯಕ್ಷ ಡಾ.ವೈ.ಡಿ.ರಾಜಣ್ಣ ಅವರಿಗೆ 50 ವರ್ಷ ತುಂಬಿದ ಹಿನ್ನೆಲೆಯಲ್ಲಿ 'ವಿರಾಜಮಾನ' ಅಭಿನಂದನಾ ಗ್ರಂಥ ಬಿಡುಗಡೆ ಸಮಾರಂಭ ನಡೆಯಿತು. ಸಾಹಿತಿಗಳು, ಅಭಿಮಾನಿಗಳು ಹಾಗೂ ಗಣ್ಯರು ಪಾಲ್ಗೊಂಡು ಶುಭ ಹಾರೈಸಿದರು. ಮೈಸೂರು-ಹುಣಸೂರು ರಸ್ತೆಯಲ್ಲಿರುವ ಸಭಾಂಗಣದಲ್ಲಿ ಕಾರ್ಯಕ್ರಮ ಆಯೋಜಿಸಲಾಗಿತ್ತು. — [304, 966, 420, 1021]
award-body: ನಂತರ ಹಿರಿಯ ಸಾಹಿತಿ ಡಾ.ಸಿ.ಪಿ.ಕೃಷ್ಣಕುಮಾರ್ ಮಾತನಾಡಿ, ಡಾ.ವೈ.ಡಿ.ರಾಜಣ್ಣ ಅವರು 50 ವರ್ಷ ತುಂಬಿದ ಹಿನ್ನೆಲೆಯಲ್ಲಿ 'ವಿರಾಜಮಾನ' ಅಭಿನಂದನಾ ಗ್ರಂಥ ಹೊರತಂದಿರುವುದು ಸಂತಸದ ವಿಷಯ. ಕನ್ನಡ ನಾಡು ನುಡಿಗಾಗಿ ಅವರ ಸೇವೆ ಅಪಾರ ಎಂದರು. — [304, 830, 420, 869]
photo-person — [438, 855, 464, 975]
article-intro: ಮೊನ್ನೆ ಯುಟ್ಯೂಬ್‌ನಲ್ಲಿ ಆಸ್ಟ್ರೇಲಿಯಾದ ಮೋಟಿವೇಷನಲ್ ಸ್ಪೀಕರ್ ಒಬ್ಬರ ವಿಡಿಯೋ ನೋಡುತ್ತಿದ್ದೆ. ಆತ 'How to beat boys' ಎಂಬ ವಿಷಯದ ಬಗ್ಗೆ ಮಾತನಾಡುತ್ತಿದ್ದರು. ಸಂಪಾದನೆ ಮಾಡಿದ ಸಂಪತ್ತನ್ನು ಉಳಿಸಿಕೊಳ್ಳುವುದು ಹೇಗೆ ಎಂಬುದರ ಬಗ್ಗೆ ಹೇಳುತ್ತಿದ್ದರು. — [304, 215, 414, 254]
color-swatch — [134, 1273, 143, 1282]
crop-mark — [72, 80, 86, 81]
author-mobile: ಮೊ : 9449529434 — [349, 136, 419, 145]
color-swatch — [190, 1273, 199, 1282]
close-quote-icon: ” — [711, 300, 729, 330]
author-email: Email:ravimamballi@gmail.com — [349, 151, 473, 159]
article-column — [304, 320, 409, 472]
chief-editor-line: ಪ್ರಧಾನ ಸಂಪಾದಕ: ಕೆ.ಬಿ.ಗಣಪತಿ B.A.; B.L. — [152, 259, 245, 266]
letter-body: ಅ.24 ರಂದು ಮೈಸೂರು ಮಿತ್ರ ಪತ್ರಿಕೆಯ ನಿಮ್ಮ ಪತ್ರಗಳು ವಿಭಾಗದಲ್ಲಿ ಪ್ರಕಟವಾಗಿದ್ದ "ವಿದ್ಯಾರಣ್ಯಪುರಂ ಉದ್ಯಾನವನದ ದುಸ್ಥಿತಿ" ಪತ್ರಕ್ಕೆ ಸ್ಪಂದಿಸಿ ಮೈಸೂರು ಮಹಾನಗರ ಪಾಲಿಕೆ ಅಧಿಕಾರಿಗಳು ಉದ್ಯಾನವನದಲ್ಲಿ ಬೆಳೆದಿದ್ದ ಗಿಡಗಂಟಿಗಳನ್ನು ತೆರವುಗೊಳಿಸಿ ಸ್ವಚ್ಛಗೊಳಿಸಿದ್ದಾರೆ. ಅವರಿಗೆ ಧನ್ಯವಾದಗಳು. — [188, 759, 294, 806]
pull-quote-text: ಆಗಷ್ಟೇ ಶ್ರೀಮಂತನಾಗಿದ್ದರೂ ಸರಳ ಜೀವನ ನಡೆಸುವುದು, ಮಧ್ಯಮವರ್ಗದವನಾಗಿದ್ದರೂ ವಿನಯವಂತಿಕೆ ರೂಢಿಸಿಕೊಳ್ಳುವುದು, ಬಲಶಾಲಿಯಾಗಿದ್ದರೂ ಶೋಷಕನಾಗದಿರುವುದು, ಪ್ರತಿಭಾವಂತನಾಗಿದ್ದರೂ ಅಹಂಭಾವವಿಲ್ಲದಿರುವುದು, ಅಧಿಕಾರ ಸ್ಥಾನದಲ್ಲಿದ್ದರೂ ದರ್ಪ ಇಲ್ಲದಿರುವುದು, ಹಿರಿಯರಾದರೂ ಸದ್ಗುಣಶೀಲರಾಗಿ ನಡೆಯುವುದು ಇವೆಲ್ಲವೂ ದೊಡ್ಡ ಸಾಧನೆಗಳು. ಆ ರೀತಿ ಜೀವಿಸಲು ಬೇಕಾದ ಆತ್ಮವಿಶ್ವಾಸ ಮತ್ತು ಧೈರ್ಯವನ್ನು ಯಾವುದೇ ಶಾಲೆ ಕಲಿಸುವುದಿಲ್ಲ. ಅದು ವಿನಯದಿಂದಲೇ ಪ್ರಾಪ್ತವಾಗಬೇಕು. ಮೌಲ್ಯಗಳನ್ನು ಎಳೆಯ ಮನಸ್ಸುಗಳಲ್ಲಿ ಬಿತ್ತುವ ಕೆಲಸವನ್ನು ಹೆತ್ತವರು ಮಾಡಬೇಕು. — [429, 221, 721, 278]
award-body: ನಂತರ ಹಿರಿಯ ಸಾಹಿತಿ ಡಾ.ಸಿ.ಪಿ.ಕೃಷ್ಣಕುಮಾರ್ ಮಾತನಾಡಿ, ಡಾ.ವೈ.ಡಿ.ರಾಜಣ್ಣ ಅವರು 50 ವರ್ಷ ತುಂಬಿದ ಹಿನ್ನೆಲೆಯಲ್ಲಿ 'ವಿರಾಜಮಾನ' ಅಭಿನಂದನಾ ಗ್ರಂಥ ಹೊರತಂದಿರುವುದು ಸಂತಸದ ವಿಷಯ. ಕನ್ನಡ ನಾಡು ನುಡಿಗಾಗಿ ಅವರ ಸೇವೆ ಅಪಾರ ಎಂದರು. — [428, 1150, 530, 1189]
article-column — [741, 320, 846, 472]
award-body: ಕಾರ್ಯಕ್ರಮದಲ್ಲಿ ಹಿರಿಯ ಸಾಹಿತಿಗಳು, ಕಸಾಪ ಪದಾಧಿಕಾರಿಗಳು, ಮೈಸೂರು ತಾಲ್ಲೂಕು ಅಧ್ಯಕ್ಷರು, ಸಾಹಿತ್ಯ ಪ್ರೇಮಿಗಳು ಹಾಗೂ ರಾಜಣ್ಣ ಅವರ ಕುಟುಂಬ ವರ್ಗದವರು ಉಪಸ್ಥಿತರಿದ್ದರು. — [746, 1150, 848, 1181]
article-column — [522, 320, 627, 472]
amrutavahini-title: ಅಮೃತವಾಹಿನಿ — [110, 271, 288, 283]
award-body: ಕಾರ್ಯಕ್ರಮದಲ್ಲಿ ಹಿರಿಯ ಸಾಹಿತಿಗಳು, ಕಸಾಪ ಪದಾಧಿಕಾರಿಗಳು, ಮೈಸೂರು ತಾಲ್ಲೂಕು ಅಧ್ಯಕ್ಷರು, ಸಾಹಿತ್ಯ ಪ್ರೇಮಿಗಳು ಹಾಗೂ ರಾಜಣ್ಣ ಅವರ ಕುಟುಂಬ ವರ್ಗದವರು ಉಪಸ್ಥಿತರಿದ್ದರು. — [534, 1078, 636, 1109]
article-body: ಶ್ರೀಮಂತಿಕೆ ಇದ್ದರೂ ಸರಳವಾಗಿ ಬದುಕುವ ಅನೇಕರು ನಮ್ಮ ನಡುವೆ ಇದ್ದಾರೆ. ಅವರಿಂದ ನಾವು ಕಲಿಯಬೇಕಾದದ್ದು ಬಹಳಷ್ಟಿದೆ. ಮಕ್ಕಳಿಗೆ ಬಾಲ್ಯದಿಂದಲೇ ಸಂಸ್ಕಾರ ಕಲಿಸುವುದು ಪೋಷಕರ ಕರ್ತವ್ಯ. — [304, 360, 410, 391]
cartoon-figure-icon: 🏃 — [268, 127, 288, 147]
article-body: 'three thousand stitches' ಎಂಬ ಪುಸ್ತಕದಲ್ಲಿ ಸುಧಾಮೂರ್ತಿಯವರು ತಮ್ಮ ಅನುಭವಗಳನ್ನು ಹಂಚಿಕೊಂಡಿದ್ದಾರೆ. ಸರಳತೆ, ವಿನಯ, ಸಹಾನುಭೂತಿ ಇವುಗಳೇ ನಿಜವಾದ ಸಂಪತ್ತು. ಸಮಾಜ ಸೇವೆಯಲ್ಲಿ ತೊಡಗಿಸಿಕೊಳ್ಳುವುದರಿಂದ ಮನಸ್ಸಿಗೆ ಶಾಂತಿ ದೊರೆಯುತ್ತದೆ. — [522, 384, 628, 431]
award-body: ಅಭಿನಂದನೆ ಸ್ವೀಕರಿಸಿ ಮಾತನಾಡಿದ ಡಾ.ವೈ.ಡಿ.ರಾಜಣ್ಣ, ಸಹೃದಯ ಸ್ನೇಹಿತರು ಹಾಗೂ ಹಿತೈಷಿಗಳ ಪ್ರೀತಿ ನನ್ನನ್ನು ಮುನ್ನಡೆಸಿದೆ. ಕನ್ನಡದ ಸೇವೆಯನ್ನು ಮುಂದುವರಿಸುತ್ತೇನೆ ಎಂದು ಹೇಳಿದರು. — [428, 1086, 530, 1117]
motto-translation: (ಭೂಮಿಯ ಸತ್ಯದ ಮೇಲೆ ನಿಂತಿದೆ, ಸತ್ಯಕ್ಕಿಂತ ಮಿಗಿಲಾದ ಧರ್ಮವಿಲ್ಲ) — [133, 243, 265, 250]
crop-mark — [100, 1285, 101, 1299]
article-body: 'three thousand stitches' ಎಂಬ ಪುಸ್ತಕದಲ್ಲಿ ಸುಧಾಮೂರ್ತಿಯವರು ತಮ್ಮ ಅನುಭವಗಳನ್ನು ಹಂಚಿಕೊಂಡಿದ್ದಾರೆ. ಸರಳತೆ, ವಿನಯ, ಸಹಾನುಭೂತಿ ಇವುಗಳೇ ನಿಜವಾದ ಸಂಪತ್ತು. ಸಮಾಜ ಸೇವೆಯಲ್ಲಿ ತೊಡಗಿಸಿಕೊಳ್ಳುವುದರಿಂದ ಮನಸ್ಸಿಗೆ ಶಾಂತಿ ದೊರೆಯುತ್ತದೆ. — [413, 320, 519, 367]
award-body: ನಂತರ ಹಿರಿಯ ಸಾಹಿತಿ ಡಾ.ಸಿ.ಪಿ.ಕೃಷ್ಣಕುಮಾರ್ ಮಾತನಾಡಿ, ಡಾ.ವೈ.ಡಿ.ರಾಜಣ್ಣ ಅವರು 50 ವರ್ಷ ತುಂಬಿದ ಹಿನ್ನೆಲೆಯಲ್ಲಿ 'ವಿರಾಜಮಾನ' ಅಭಿನಂದನಾ ಗ್ರಂಥ ಹೊರತಂದಿರುವುದು ಸಂತಸದ ವಿಷಯ. ಕನ್ನಡ ನಾಡು ನುಡಿಗಾಗಿ ಅವರ ಸೇವೆ ಅಪಾರ ಎಂದರು. — [746, 1038, 848, 1077]
article-body: 'The man I hit' ಎಂಬ ಲೇಖನದಲ್ಲಿ ಬರುವ ಪ್ರಸಂಗ ನಮಗೆ ಪಾಠವಾಗಬೇಕು. ಅಧಿಕಾರ ಇದ್ದಾಗ ವಿನಯದಿಂದ ವರ್ತಿಸುವುದು ದೊಡ್ಡತನ. ಹಿರಿಯರ ಮಾರ್ಗದರ್ಶನ ಪಡೆದು ಮುನ್ನಡೆಯುವುದು ಜಾಣತನ. — [631, 440, 737, 471]
letter-body: ಚಿತ್ರರಂಗದಲ್ಲಿ ನಟಿ ಶ್ರುತಿ ಹರಿಹರನ್ ಅವರು ನಟ ಅರ್ಜುನ್ ಸರ್ಜಾ ವಿರುದ್ಧ ಲೈಂಗಿಕ ಕಿರುಕುಳದ ಆರೋಪ ಮಾಡಿರುವುದು ಸಂಚಲನ ಮೂಡಿಸಿದೆ. ಈ ಬಗ್ಗೆ ಸೂಕ್ತ ತನಿಖೆ ನಡೆದು ಸತ್ಯಾಂಶ ಹೊರಬರಬೇಕು. ಕನ್ನಡ ಚಿತ್ರರಂಗದ ಘನತೆ ಉಳಿಯಬೇಕು. ಇಬ್ಬರೂ ಕಲಾವಿದರ ಹಿತದೃಷ್ಟಿಯಿಂದ ವಿವಾದ ಬೇಗ ಬಗೆಹರಿಯಲಿ. ಅಭಿಮಾನಿಗಳು ಸಂಯಮದಿಂದ ವರ್ತಿಸಬೇಕು. — [104, 647, 294, 678]
pull-quote — [416, 212, 734, 330]
article-column — [413, 320, 518, 472]
crop-mark — [858, 80, 872, 81]
award-body: ಕನ್ನಡ ಸಾಹಿತ್ಯ ಪರಿಷತ್ ಮೂಲಕ ಜಿಲ್ಲೆಯಲ್ಲಿ ಅನೇಕ ಸಾಹಿತ್ಯ ಕಾರ್ಯಕ್ರಮಗಳನ್ನು ಆಯೋಜಿಸಿ ಕನ್ನಡದ ಕಂಪನ್ನು ಪಸರಿಸಿದ್ದಾರೆ. ಯುವ ಬರಹಗಾರರಿಗೆ ಪ್ರೋತ್ಸಾಹ ನೀಡಿದ್ದಾರೆ. ಅವರ ಸಾಧನೆ ಇತರರಿಗೆ ಮಾದರಿ ಎಂದು ಶ್ಲಾಘಿಸಿದರು. — [746, 1078, 848, 1117]
letter-signature: -ಎಂ.ಎಸ್.ಉಷಾ ಪ್ರಕಾಶ್, ಶ್ರೀರಾಮಪುರ 2ನೇ ಹಂತ, ಮೈಸೂರು, ದಿನಾಂಕ: 21.10.2018 — [106, 549, 294, 556]
author-card — [304, 120, 480, 170]
editor-line: ಸಂಪಾದಕ: ಎಂ. ಗೋವಿಂದೇಗೌಡ M.A. — [159, 251, 239, 258]
letter-signature: -ಕೆ.ವಿ.ವಾಸು, ಬೋಗಾದಿ ಮುಖ್ಯ ರಸ್ತೆ, ಮೈಸೂರು, ದಿನಾಂಕ: 22.10.2018 — [136, 713, 294, 720]
article-column — [632, 320, 737, 472]
photo-person — [784, 855, 810, 975]
award-body: ಅಭಿನಂದನೆ ಸ್ವೀಕರಿಸಿ ಮಾತನಾಡಿದ ಡಾ.ವೈ.ಡಿ.ರಾಜಣ್ಣ, ಸಹೃದಯ ಸ್ನೇಹಿತರು ಹಾಗೂ ಹಿತೈಷಿಗಳ ಪ್ರೀತಿ ನನ್ನನ್ನು ಮುನ್ನಡೆಸಿದೆ. ಕನ್ನಡದ ಸೇವೆಯನ್ನು ಮುಂದುವರಿಸುತ್ತೇನೆ ಎಂದು ಹೇಳಿದರು. — [534, 1046, 636, 1077]
article-column — [304, 215, 414, 295]
